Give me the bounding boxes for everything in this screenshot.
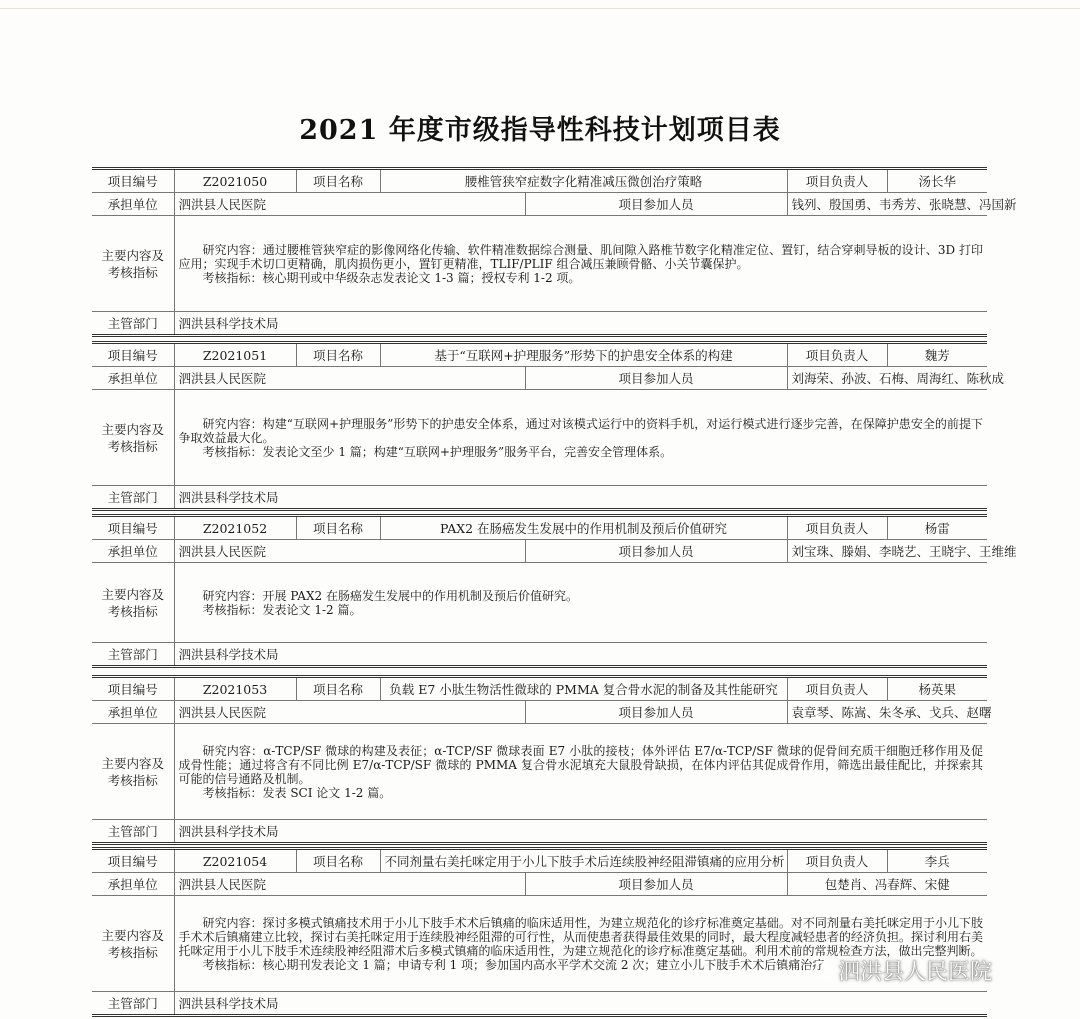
research-text: 研究内容：构建“互联网+护理服务”形势下的护患安全体系，通过对该模式运行中的资料手机，对运行模式进行逐步完善，在保障护患安全的前提下争取效益最大化。: [178, 416, 984, 445]
row-content: [92, 724, 987, 820]
project-participants: 包楚肖、冯春辉、宋健: [787, 873, 987, 896]
label-name: 项目名称: [296, 344, 380, 367]
row-header: [92, 170, 987, 193]
project-leader: 魏芳: [887, 344, 987, 367]
wechat-icon: [810, 961, 834, 981]
label-leader: 项目负责人: [787, 850, 887, 873]
row-dept: [92, 992, 987, 1015]
project-name: 不同剂量右美托咪定用于小儿下肢手术后连续股神经阻滞镇痛的应用分析: [380, 850, 787, 873]
project-table: [92, 678, 992, 842]
project-content: [174, 563, 987, 643]
project-number: Z2021053: [174, 678, 296, 701]
label-name: 项目名称: [296, 850, 380, 873]
research-text: 研究内容：探讨多模式镇痛技术用于小儿下肢手术术后镇痛的临床适用性，为建立规范化的诊疗标准奠定基础。对不同剂量右美托咪定用于小儿下肢手术术后镇痛建立比较，探讨右美托咪定用于连续股神经阻滞的可行性，从而使患者获得最佳效果的同时，最大程度减轻患者的经济负担。探讨利用右美托咪定用于小儿下肢手术连续股神经阻滞术后多模式镇痛的临床适用性，为建立规范化的诊疗标准奠定基础。利用术前的常规检查方法，做出完整判断。: [178, 915, 984, 958]
top-divider: [0, 8, 1080, 9]
row-unit: [92, 540, 987, 563]
label-unit: 承担单位: [92, 873, 174, 896]
label-unit: 承担单位: [92, 540, 174, 563]
label-content: 主要内容及考核指标: [92, 724, 174, 820]
row-unit: [92, 367, 987, 390]
row-unit: [92, 193, 987, 216]
label-content: 主要内容及考核指标: [92, 216, 174, 312]
row-header: [92, 850, 987, 873]
label-number: 项目编号: [92, 344, 174, 367]
project-leader: 杨雷: [887, 517, 987, 540]
row-content: [92, 216, 987, 312]
project-content: [174, 724, 987, 820]
row-unit: [92, 873, 987, 896]
row-content: [92, 563, 987, 643]
project-block: [92, 341, 1005, 511]
label-name: 项目名称: [296, 517, 380, 540]
project-leader: 李兵: [887, 850, 987, 873]
label-participants: 项目参加人员: [525, 873, 787, 896]
row-unit: [92, 701, 987, 724]
research-text: 研究内容：开展 PAX2 在肠癌发生发展中的作用机制及预后价值研究。: [202, 588, 578, 603]
project-content: [174, 390, 987, 486]
label-leader: 项目负责人: [787, 517, 887, 540]
project-content: [174, 216, 987, 312]
row-header: [92, 517, 987, 540]
label-content: 主要内容及考核指标: [92, 390, 174, 486]
label-participants: 项目参加人员: [525, 367, 787, 390]
project-table: [92, 170, 1017, 334]
label-name: 项目名称: [296, 678, 380, 701]
label-leader: 项目负责人: [787, 344, 887, 367]
row-dept: [92, 820, 987, 843]
row-content: [92, 390, 987, 486]
label-dept: 主管部门: [92, 643, 174, 666]
research-text: 研究内容：通过腰椎管狭窄症的影像网络化传输、软件精准数据综合测量、肌间隙入路椎节数字化精准定位、置钉，结合穿刺导板的设计、3D 打印应用；实现手术切口更精确，肌肉损伤更小，置钉更精准，TLIF/PLIF 组合减压兼顾骨骼、小关节囊保护。: [178, 242, 984, 271]
project-name: PAX2 在肠癌发生发展中的作用机制及预后价值研究: [380, 517, 787, 540]
project-name: 腰椎管狭窄症数字化精准减压微创治疗策略: [380, 170, 787, 193]
project-participants: 袁章琴、陈嵩、朱冬承、戈兵、赵曙: [787, 701, 987, 724]
watermark-text: 泗洪县人民医院: [838, 960, 993, 985]
label-number: 项目编号: [92, 517, 174, 540]
project-block: [92, 167, 1017, 337]
research-text: 研究内容：α-TCP/SF 微球的构建及表征；α-TCP/SF 微球表面 E7 小肽的接枝；体外评估 E7/α-TCP/SF 微球的促骨间充质干细胞迁移作用及促成骨性能；通过将含有不同比例 E7/α-TCP/SF 微球的 PMMA 复合骨水泥填充大鼠股骨缺损，在体内评估其促成骨作用，筛选出最佳配比，并探索其可能的信号通路及机制。: [178, 743, 984, 786]
project-unit: 泗洪县人民医院: [174, 701, 525, 724]
project-dept: 泗洪县科学技术局: [174, 486, 987, 509]
project-number: Z2021052: [174, 517, 296, 540]
project-dept: 泗洪县科学技术局: [174, 312, 987, 335]
metrics-text: 考核指标：发表 SCI 论文 1-2 篇。: [202, 785, 392, 800]
project-unit: 泗洪县人民医院: [174, 540, 525, 563]
project-dept: 泗洪县科学技术局: [174, 643, 987, 666]
label-participants: 项目参加人员: [525, 540, 787, 563]
project-dept: 泗洪县科学技术局: [174, 992, 987, 1015]
row-dept: [92, 312, 987, 335]
label-content: 主要内容及考核指标: [92, 563, 174, 643]
metrics-text: 考核指标：发表论文至少 1 篇；构建“互联网+护理服务”服务平台，完善安全管理体系。: [202, 444, 673, 459]
project-unit: 泗洪县人民医院: [174, 367, 525, 390]
row-dept: [92, 486, 987, 509]
label-leader: 项目负责人: [787, 170, 887, 193]
label-number: 项目编号: [92, 170, 174, 193]
metrics-text: 考核指标：发表论文 1-2 篇。: [202, 602, 362, 617]
project-table: [92, 850, 987, 1014]
label-unit: 承担单位: [92, 367, 174, 390]
project-number: Z2021054: [174, 850, 296, 873]
label-dept: 主管部门: [92, 486, 174, 509]
project-participants: 刘宝珠、滕娟、李晓艺、王晓宇、王维维: [787, 540, 987, 563]
page-title: 2021 年度市级指导性科技计划项目表: [299, 115, 781, 146]
project-number: Z2021050: [174, 170, 296, 193]
label-leader: 项目负责人: [787, 678, 887, 701]
project-block: [92, 675, 992, 845]
label-dept: 主管部门: [92, 820, 174, 843]
project-unit: 泗洪县人民医院: [174, 873, 525, 896]
project-block: [92, 514, 1017, 668]
label-dept: 主管部门: [92, 992, 174, 1015]
label-number: 项目编号: [92, 850, 174, 873]
label-dept: 主管部门: [92, 312, 174, 335]
project-table: [92, 517, 1017, 665]
label-number: 项目编号: [92, 678, 174, 701]
metrics-text: 考核指标：核心期刊发表论文 1 篇；申请专利 1 项；参加国内高水平学术交流 2 次；建立小儿下肢手术术后镇痛治疗: [202, 957, 825, 972]
project-name: 负载 E7 小肽生物活性微球的 PMMA 复合骨水泥的制备及其性能研究: [380, 678, 787, 701]
project-block: [92, 847, 987, 1017]
label-unit: 承担单位: [92, 701, 174, 724]
project-unit: 泗洪县人民医院: [174, 193, 525, 216]
row-dept: [92, 643, 987, 666]
row-header: [92, 344, 987, 367]
watermark: [810, 955, 992, 986]
label-unit: 承担单位: [92, 193, 174, 216]
metrics-text: 考核指标：核心期刊或中华级杂志发表论文 1-3 篇；授权专利 1-2 项。: [202, 270, 581, 285]
project-participants: 刘海荣、孙波、石梅、周海红、陈秋成: [787, 367, 987, 390]
project-leader: 汤长华: [887, 170, 987, 193]
project-participants: 钱列、殷国勇、韦秀芳、张晓慧、冯国新: [787, 193, 987, 216]
label-name: 项目名称: [296, 170, 380, 193]
project-dept: 泗洪县科学技术局: [174, 820, 987, 843]
project-table: [92, 344, 1005, 508]
label-participants: 项目参加人员: [525, 193, 787, 216]
label-content: 主要内容及考核指标: [92, 896, 174, 992]
label-participants: 项目参加人员: [525, 701, 787, 724]
project-number: Z2021051: [174, 344, 296, 367]
project-name: 基于“互联网+护理服务”形势下的护患安全体系的构建: [380, 344, 787, 367]
row-header: [92, 678, 987, 701]
project-leader: 杨英果: [887, 678, 987, 701]
